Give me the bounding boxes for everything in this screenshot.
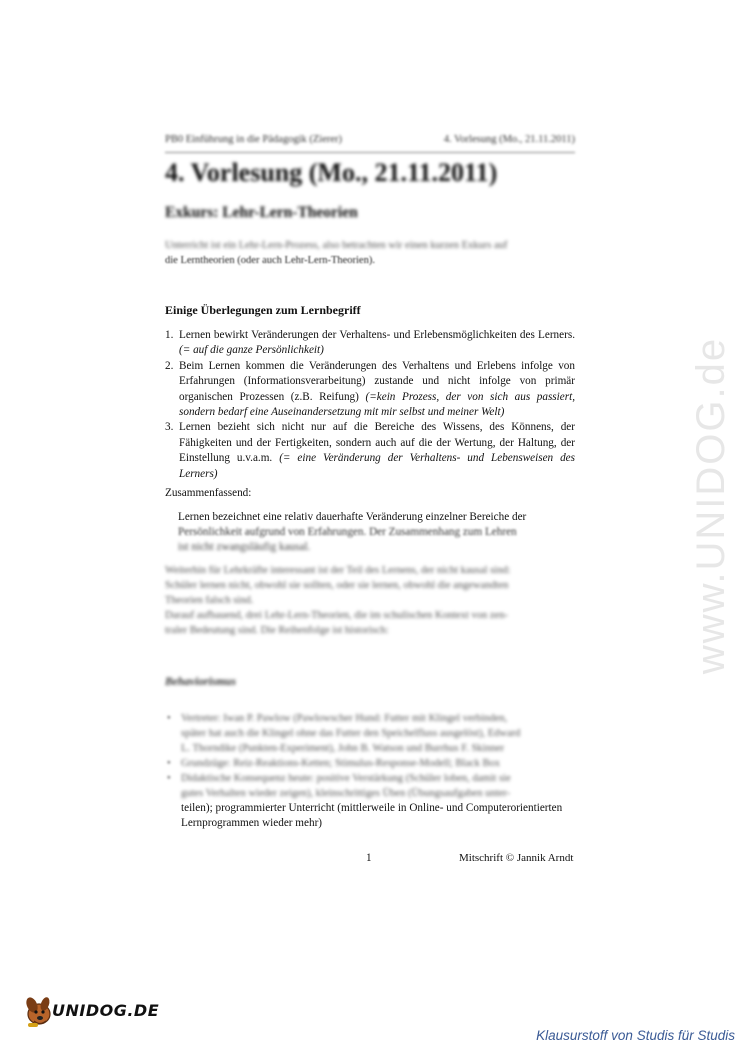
header-course: PB0 Einführung in die Pädagogik (Zierer): [165, 134, 343, 145]
logo-wordmark[interactable]: UNIDOG.DE: [52, 1001, 160, 1020]
watermark-text: www.UNIDOG.de: [689, 336, 734, 674]
list-text: Lernen bewirkt Veränderungen der Verhaltens- und Erlebensmöglichkeiten des Lerners.: [179, 329, 575, 341]
paragraph-line: Theorien falsch sind.: [165, 595, 254, 606]
paragraph-line: Schüler lernen nicht, obwohl sie sollten, oder sie lernen, obwohl die angewandten: [165, 580, 509, 591]
list-number: 1.: [165, 329, 174, 341]
bullet-item: [165, 711, 575, 756]
numbered-list: [165, 328, 575, 482]
bullet-list: [165, 711, 575, 831]
list-italic: (= eine Veränderung der Verhaltens- und Lebensweisen des Lerners): [179, 452, 576, 480]
paragraph-line: Darauf aufbauend, drei Lehr-Lern-Theorien, die im schulischen Kontext von zen-: [165, 610, 508, 621]
paragraph-line: traler Bedeutung sind. Die Reihenfolge ist historisch:: [165, 625, 389, 636]
running-header: [165, 132, 575, 153]
bullet-item: [165, 756, 575, 771]
summary-line-2: Persönlichkeit aufgrund von Erfahrungen. Der Zusammenhang zum Lehren: [178, 526, 517, 538]
summary-block: [178, 510, 568, 555]
bullet-line: Grundzüge: Reiz-Reaktions-Ketten; Stimulus-Response-Modell; Black Box: [181, 758, 501, 769]
intro-line-2: die Lerntheorien (oder auch Lehr-Lern-Theorien).: [165, 255, 375, 266]
paragraph-line: Weiterhin für Lehrkräfte interessant ist der Teil des Lernens, der nicht kausal sind:: [165, 565, 511, 576]
list-item: [165, 420, 575, 482]
bullet-item: [165, 771, 575, 831]
list-text: Lernen bezieht sich nicht nur auf die Bereiche des Wissens, des Könnens, der Fähigkeiten und der Fertigkeiten, sondern auch auf die der Wertung, der Haltung, der Einstellung u.v.a.m.: [179, 421, 575, 465]
bullet-line: Didaktische Konsequenz heute: positive Verstärkung (Schüler loben, damit sie: [181, 773, 511, 784]
footer-credit: Mitschrift © Jannik Arndt: [459, 852, 574, 864]
list-number: 2.: [165, 359, 174, 372]
list-item: [165, 328, 575, 359]
tagline: Klausurstoff von Studis für Studis: [536, 1028, 735, 1043]
blurred-paragraph: [165, 563, 575, 638]
subtitle: Exkurs: Lehr-Lern-Theorien: [165, 204, 358, 221]
intro-line-1: Unterricht ist ein Lehr-Lern-Prozess, also betrachten wir einen kurzen Exkurs auf: [165, 240, 508, 251]
behaviorism-heading: Behaviorismus: [165, 676, 236, 688]
page-title: 4. Vorlesung (Mo., 21.11.2011): [165, 158, 498, 187]
page-number: 1: [366, 852, 372, 864]
summary-line-1: Lernen bezeichnet eine relativ dauerhafte Veränderung einzelner Bereiche der: [178, 511, 527, 523]
list-text: Beim Lernen kommen die Veränderungen des Verhaltens und Erlebens infolge von Erfahrungen (Informationsverarbeitung) zustande und nicht infolge von primär organischen Prozessen (z.B. Reifung): [179, 359, 575, 403]
list-number: 3.: [165, 421, 174, 434]
summary-line-3: ist nicht zwangsläufig kausal.: [178, 541, 311, 553]
bullet-line: L. Thorndike (Punkten-Experiment), John B. Watson und Burrhus F. Skinner: [181, 743, 505, 754]
bullet-icon: •: [167, 773, 171, 784]
bullet-clear-text: teilen); programmierter Unterricht (mittlerweile in Online- und Computerorientierten Lernprogrammen wieder mehr): [181, 802, 563, 829]
bullet-line: später hat auch die Klingel ohne das Futter den Speichelfluss ausgelöst), Edward: [181, 728, 521, 739]
intro-paragraph: [165, 238, 575, 268]
bullet-icon: •: [167, 713, 171, 724]
section-heading: Einige Überlegungen zum Lernbegriff: [165, 303, 361, 317]
watermark: [688, 285, 736, 725]
bullet-icon: •: [167, 758, 171, 769]
bullet-line: Vertreter: Iwan P. Pawlow (Pawlowscher Hund: Futter mit Klingel verbinden,: [181, 713, 508, 724]
summary-label: Zusammenfassend:: [165, 487, 252, 499]
bullet-line: gutes Verhalten wieder zeigen), kleinschrittiges Üben (Übungsaufgaben unter-: [181, 788, 511, 799]
list-item: [165, 359, 575, 421]
list-italic: (=kein Prozess, der von sich aus passiert, sondern bedarf eine Auseinandersetzung mit mir selbst und meiner Welt): [179, 390, 575, 419]
list-italic: (= auf die ganze Persönlichkeit): [179, 344, 324, 357]
header-lecture: 4. Vorlesung (Mo., 21.11.2011): [443, 134, 575, 145]
